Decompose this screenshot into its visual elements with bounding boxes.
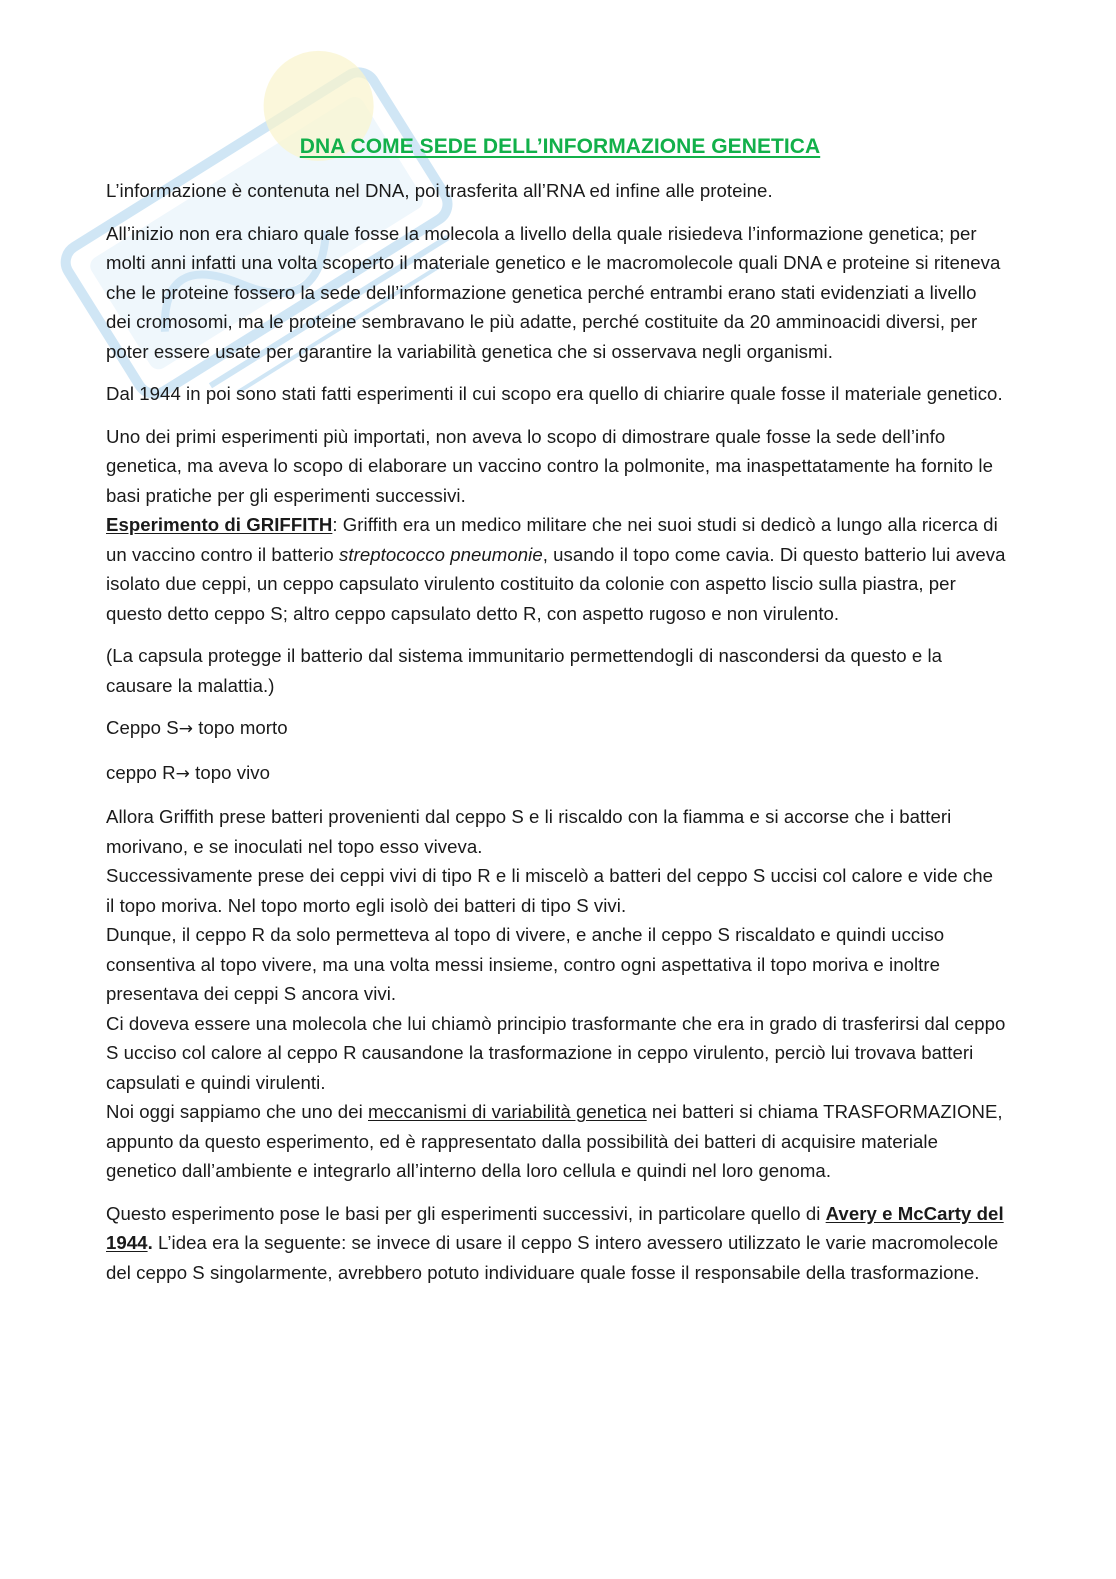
species-name: streptococco pneumonie bbox=[339, 543, 543, 565]
avery-reference: Avery e McCarty del 1944 bbox=[106, 1202, 1004, 1253]
line-r-right: topo vivo bbox=[189, 761, 270, 783]
transformation-text-b: nei batteri si chiama TRASFORMAZIONE, appunto da questo esperimento, ed è rappresentato dalla possibilità dei batteri di acquisire materiale genetico dall’ambiente e integrarlo all’interno della loro cellula e quindi nel loro genoma. bbox=[106, 1101, 1003, 1181]
avery-dot: . bbox=[147, 1232, 153, 1253]
griffith-heading: Esperimento di GRIFFITH bbox=[106, 514, 333, 535]
paragraph-avery bbox=[106, 1199, 1006, 1288]
variability-term: meccanismi di variabilità genetica bbox=[368, 1101, 647, 1122]
paragraph-first-experiments: Uno dei primi esperimenti più importati, non aveva lo scopo di dimostrare quale fosse la sede dell’info genetica, ma aveva lo scopo di elaborare un vaccino contro la polmonite, ma inaspettatamente ha fornito le basi pratiche per gli esperimenti successivi. bbox=[106, 425, 993, 506]
griffith-text-b: , usando il topo come cavia. Di questo batterio lui aveva isolato due ceppi, un ceppo capsulato virulento costituito da colonie con aspetto liscio sulla piastra, per questo detto ceppo S; altro ceppo capsulato detto R, con aspetto rugoso e non virulento. bbox=[106, 543, 1006, 624]
line-s-left: Ceppo S bbox=[106, 717, 179, 738]
paragraph-conclusion: Dunque, il ceppo R da solo permetteva al topo di vivere, e anche il ceppo S riscaldato e quindi ucciso consentiva al topo vivere, ma una volta messi insieme, contro ogni aspettativa il topo moriva e inoltre presentava dei ceppi S ancora vivi. bbox=[106, 924, 945, 1004]
avery-text-b: L’idea era la seguente: se invece di usare il ceppo S intero avessero utilizzato le varie macromolecole del ceppo S singolarmente, avrebbero potuto individuare quale fosse il responsabile della trasformazione. bbox=[106, 1232, 999, 1283]
document-page bbox=[106, 132, 1006, 1300]
transformation-text-a: Noi oggi sappiamo che uno dei bbox=[106, 1101, 368, 1122]
paragraph-history: All’inizio non era chiaro quale fosse la molecola a livello della quale risiedeva l’informazione genetica; per molti anni infatti una volta scoperto il materiale genetico e le macromolecole quali DNA e proteine si riteneva che le proteine fossero la sede dell’informazione genetica perché entrambi erano stati evidenziati a livello dei cromosomi, ma le proteine sembravano le più adatte, perché costituite da 20 amminoacidi diversi, per poter essere usate per garantire la variabilità genetica che si osservava negli organismi. bbox=[106, 222, 1001, 362]
arrow-right-icon: → bbox=[178, 719, 194, 739]
avery-text-a: Questo esperimento pose le basi per gli esperimenti successivi, in particolare quello di bbox=[106, 1202, 826, 1224]
paragraph-capsule-note: (La capsula protegge il batterio dal sistema immunitario permettendogli di nascondersi da questo e la causare la malattia.) bbox=[106, 645, 943, 696]
paragraph-mixed-strains: Successivamente prese dei ceppi vivi di tipo R e li miscelò a batteri del ceppo S uccisi col calore e vide che il topo moriva. Nel topo morto egli isolò dei batteri di tipo S vivi. bbox=[106, 865, 994, 916]
line-r-left: ceppo R bbox=[106, 761, 176, 783]
paragraph-1944: Dal 1944 in poi sono stati fatti esperimenti il cui scopo era quello di chiarire quale fosse il materiale genetico. bbox=[106, 383, 1003, 404]
arrow-right-icon: → bbox=[175, 763, 190, 784]
paragraph-heated-bacteria: Allora Griffith prese batteri provenienti dal ceppo S e li riscaldo con la fiamma e si accorse che i batteri morivano, e se inoculati nel topo esso viveva. bbox=[106, 806, 952, 857]
line-s-right: topo morto bbox=[193, 717, 288, 738]
line-ceppo-s bbox=[106, 713, 1006, 745]
paragraph-transformation bbox=[106, 1097, 1006, 1186]
griffith-text-a: : Griffith era un medico militare che nei suoi studi si dedicò a lungo alla ricerca di un vaccino contro il batterio bbox=[106, 514, 998, 565]
paragraph-transforming-principle: Ci doveva essere una molecola che lui chiamò principio trasformante che era in grado di trasferirsi dal ceppo S ucciso col calore al ceppo R causandone la trasformazione in ceppo virulento, perciò lui trovava batteri capsulati e quindi virulenti. bbox=[106, 1012, 1006, 1093]
paragraph-griffith bbox=[106, 510, 1006, 628]
page-title: DNA COME SEDE DELL’INFORMAZIONE GENETICA bbox=[299, 135, 821, 158]
paragraph-intro: L’informazione è contenuta nel DNA, poi trasferita all’RNA ed infine alle proteine. bbox=[106, 180, 773, 201]
line-ceppo-r bbox=[106, 758, 1006, 790]
